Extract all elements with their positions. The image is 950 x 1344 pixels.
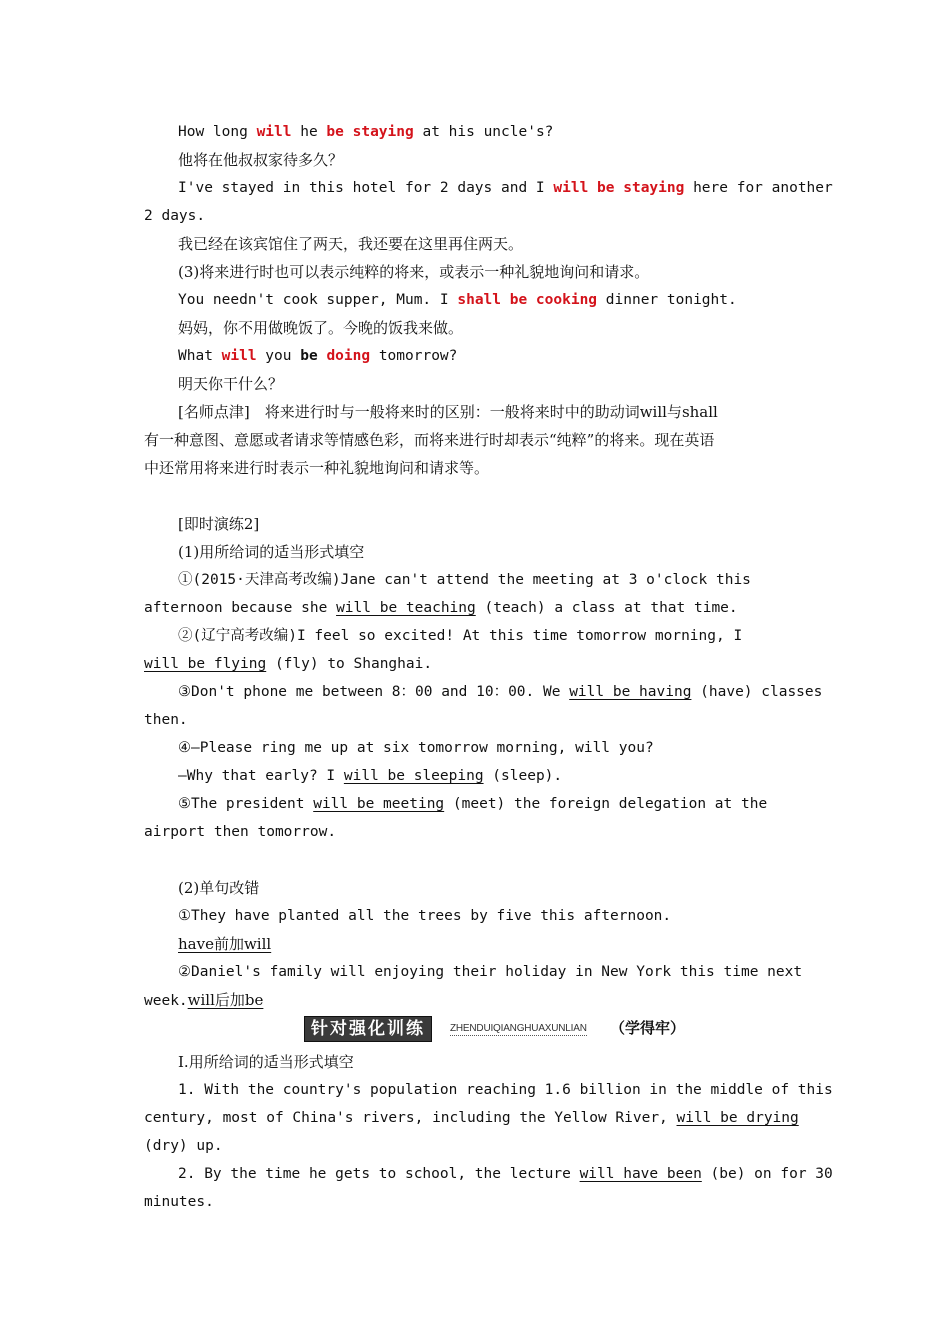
banner-subtitle: （学得牢） [610, 1019, 686, 1037]
question-line: 1. With the country's population reaching 1.6 billion in the middle of this [178, 1082, 833, 1098]
answer: will be drying [676, 1110, 799, 1126]
answer: will be teaching [336, 600, 476, 616]
text: tomorrow? [370, 348, 458, 364]
example-line [144, 342, 841, 370]
text: you [256, 348, 301, 364]
text: I've stayed in this hotel for 2 days and I [178, 180, 554, 196]
text: What [178, 348, 222, 364]
question-line: minutes. [144, 1194, 214, 1210]
section-heading: [即时演练2] [178, 515, 260, 533]
highlight: will be staying [553, 180, 685, 196]
section-banner [304, 1016, 684, 1042]
answer: will后加be [187, 991, 264, 1009]
text: You needn't cook supper, Mum. I [178, 292, 458, 308]
tip-line: 中还常用将来进行时表示一种礼貌地询问和请求等。 [144, 459, 490, 477]
translation-line: 妈妈，你不用做晚饭了。今晚的饭我来做。 [178, 319, 464, 337]
answer: will be meeting [313, 796, 445, 812]
text: 2. By the time he gets to school, the lecture [178, 1166, 580, 1182]
translation-line: 明天你干什么？ [178, 375, 284, 393]
text: (meet) the foreign delegation at the [444, 796, 768, 812]
banner-pinyin: ZHENDUIQIANGHUAXUNLIAN [450, 1023, 587, 1034]
answer: will have been [579, 1166, 702, 1182]
question-line [144, 594, 807, 622]
highlight: shall be cooking [457, 292, 598, 308]
answer: will be sleeping [343, 768, 484, 784]
question-line: airport then tomorrow. [144, 824, 337, 840]
question-line: ④—Please ring me up at six tomorrow morning, will you? [178, 740, 654, 756]
question-line: then. [144, 712, 188, 728]
highlight: will [221, 348, 257, 364]
answer: have前加will [178, 935, 272, 953]
text: afternoon because she [144, 600, 337, 616]
example-line: 2 days. [144, 208, 206, 224]
highlight: doing [326, 348, 371, 364]
example-line [144, 118, 841, 146]
banner-title: 针对强化训练 [304, 1016, 432, 1042]
translation-line: 他将在他叔叔家待多久？ [178, 151, 344, 169]
question-line: ①(2015·天津高考改编)Jane can't attend the meeting at 3 o'clock this [178, 572, 751, 588]
rule-line: (3)将来进行时也可以表示纯粹的将来，或表示一种礼貌地询问和请求。 [178, 263, 650, 281]
question-line [144, 930, 841, 958]
text: (have) classes [691, 684, 823, 700]
text: —Why that early? I [178, 768, 344, 784]
sub-heading: (2)单句改错 [178, 879, 260, 897]
section-heading: Ⅰ.用所给词的适当形式填空 [178, 1053, 354, 1071]
text: dinner tonight. [597, 292, 737, 308]
bold-word: be [300, 348, 318, 364]
question-line [144, 1104, 807, 1132]
text: How long [178, 124, 257, 140]
answer: will be flying [144, 656, 267, 672]
question-line [144, 762, 841, 790]
text: (fly) to Shanghai. [266, 656, 433, 672]
answer: will be having [569, 684, 692, 700]
text: here for another [684, 180, 833, 196]
tip-line: [名师点津] 将来进行时与一般将来时的区别：一般将来时中的助动词will与shall [178, 403, 718, 421]
text: he [291, 124, 327, 140]
question-line: (dry) up. [144, 1138, 223, 1154]
tip-line: 有一种意图、意愿或者请求等情感色彩，而将来进行时却表示“纯粹”的将来。现在英语 [144, 431, 715, 449]
question-line [144, 986, 807, 1014]
highlight: will [256, 124, 292, 140]
question-line: ②Daniel's family will enjoying their holiday in New York this time next [178, 964, 803, 980]
question-line [144, 678, 841, 706]
question-line: ①They have planted all the trees by five this afternoon. [178, 908, 672, 924]
highlight: be staying [326, 124, 414, 140]
text: (sleep). [483, 768, 563, 784]
question-line: ②(辽宁高考改编)I feel so excited! At this time tomorrow morning, I [178, 628, 743, 644]
text: at his uncle's? [413, 124, 554, 140]
text: ③Don't phone me between 8：00 and 10：00. We [178, 684, 570, 700]
text: ⑤The president [178, 796, 314, 812]
question-line [144, 650, 807, 678]
question-line [144, 790, 841, 818]
sub-heading: (1)用所给词的适当形式填空 [178, 543, 365, 561]
text: century, most of China's rivers, including the Yellow River, [144, 1110, 677, 1126]
example-line [144, 174, 841, 202]
translation-line: 我已经在该宾馆住了两天，我还要在这里再住两天。 [178, 235, 524, 253]
example-line [144, 286, 841, 314]
text: (teach) a class at that time. [475, 600, 738, 616]
text: (be) on for 30 [701, 1166, 833, 1182]
text: week. [144, 993, 188, 1009]
question-line [144, 1160, 841, 1188]
